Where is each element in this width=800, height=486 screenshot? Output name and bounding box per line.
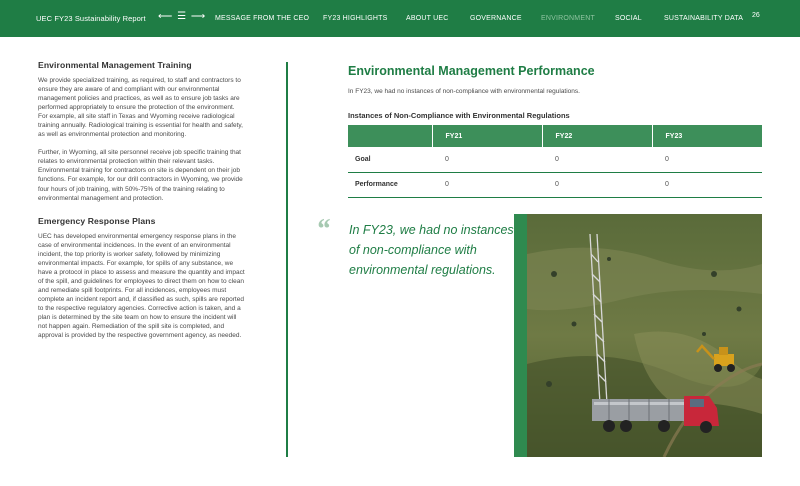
non-compliance-table [348, 125, 762, 198]
nav-sustainability-data[interactable]: SUSTAINABILITY DATA [664, 15, 744, 22]
column-divider [286, 62, 288, 457]
table-header-fy21: FY21 [432, 125, 542, 147]
goal-fy21-value: 0 [432, 147, 542, 172]
left-column [38, 60, 246, 348]
nav-environment[interactable]: ENVIRONMENT [541, 15, 595, 22]
training-heading: Environmental Management Training [38, 60, 192, 70]
performance-fy23-value: 0 [652, 172, 762, 197]
goal-fy22-value: 0 [542, 147, 652, 172]
nav-governance[interactable]: GOVERNANCE [470, 15, 522, 22]
emergency-heading: Emergency Response Plans [38, 215, 156, 226]
drill-rig-photo [514, 214, 762, 457]
nav-arrows-menu-icon[interactable]: ⟵ ☰ ⟶ [158, 11, 207, 22]
table-header-fy23: FY23 [652, 125, 762, 147]
performance-fy21-value: 0 [432, 172, 542, 197]
table-header-blank [348, 125, 432, 147]
pull-quote: In FY23, we had no instances of non-compliance with environmental regulations. [349, 223, 514, 277]
nav-social[interactable]: SOCIAL [615, 15, 642, 22]
training-paragraph-2: Further, in Wyoming, all site personnel receive job specific training that relates to environmental protection within their relevant tasks. Environmental training for contractors on site is dependent on their job functions. For example, for our drill contractors in Wyoming, we provide four hours of job training, with 50%-75% of the training relating to environmental management and protection. [38, 149, 243, 202]
table-row-performance [348, 172, 762, 197]
table-row-goal [348, 147, 762, 172]
quote-mark-icon: “ [316, 214, 330, 245]
nav-fy23-highlights[interactable]: FY23 HIGHLIGHTS [323, 15, 388, 22]
report-title: UEC FY23 Sustainability Report [36, 14, 146, 23]
performance-intro: In FY23, we had no instances of non-compliance with environmental regulations. [348, 88, 580, 95]
table-caption: Instances of Non-Compliance with Environmental Regulations [348, 111, 570, 120]
emergency-paragraph: UEC has developed environmental emergency response plans in the case of environmental incidences. In the event of an environmental incident, the top priority is worker safety, followed by minimizing environmental impacts. For example, for spills of any substance, we have a protocol in place to assess and measure the quantity and impact of the spill, and guidelines for employees to direct them on how to clean and remediate spill footprints. For all incidences, employees must complete an incident report and, if classified as such, spills are reported to the respective regulatory agencies. Corrective action is taken, and a plan is determined by the site team on how to ensure the incident will not happen again. Remediation of the spill site is completed, and approval is provided by the respective government agency, as needed. [38, 232, 245, 340]
table-header-fy22: FY22 [542, 125, 652, 147]
nav-about-uec[interactable]: ABOUT UEC [406, 15, 449, 22]
row-label-goal: Goal [348, 147, 432, 172]
page-number: 26 [752, 12, 760, 19]
performance-title: Environmental Management Performance [348, 64, 595, 78]
nav-message-from-ceo[interactable]: MESSAGE FROM THE CEO [215, 15, 310, 22]
top-nav-bar [0, 0, 800, 37]
training-paragraph-1: We provide specialized training, as required, to staff and contractors to ensure they are aware of and compliant with our environmental management policies and practices, as well as to ensure job tasks are performed appropriately to ensure the protection of the environment. For example, all site staff in Texas and Wyoming receive radiological training annually. Radiological training is essential for health and safety, as well as environmental protection and monitoring. [38, 77, 243, 139]
performance-fy22-value: 0 [542, 172, 652, 197]
table-header-row [348, 125, 762, 147]
goal-fy23-value: 0 [652, 147, 762, 172]
row-label-performance: Performance [348, 172, 432, 197]
